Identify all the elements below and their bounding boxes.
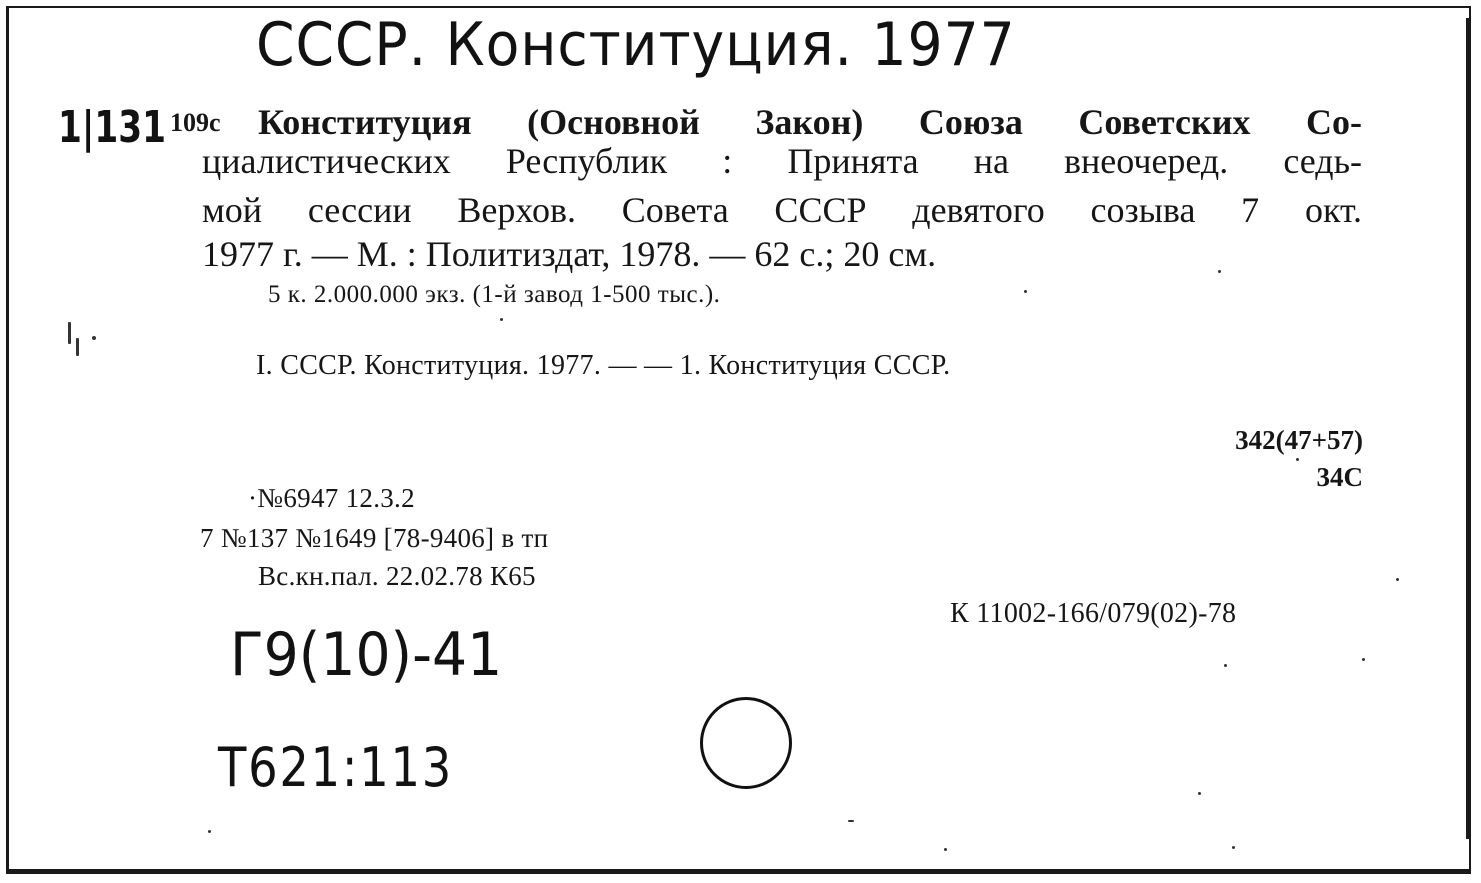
- scan-speck: [500, 318, 503, 321]
- udc-code: 342(47+57): [1235, 425, 1363, 455]
- card-edge: [1466, 18, 1469, 839]
- scan-speck: [92, 336, 96, 340]
- scan-speck: [1224, 664, 1227, 667]
- shelf-prefix: 109с: [170, 108, 221, 137]
- scan-speck: [208, 830, 211, 833]
- scan-speck: [944, 848, 947, 851]
- scan-speck: [1232, 846, 1235, 849]
- scan-speck: [1198, 792, 1201, 795]
- scan-speck: [1218, 270, 1221, 273]
- stamp-circle: [700, 697, 792, 789]
- description-line-1: Конституция (Основной Закон) Союза Советских Со-: [258, 102, 1362, 142]
- handwritten-heading: СССР. Конституция. 1977: [256, 10, 1016, 80]
- handwritten-code-1: Г9(10)-41: [230, 620, 503, 690]
- scan-speck: [76, 338, 79, 356]
- description-line-3: мой сессии Верхов. Совета СССР девятого созыва 7 окт.: [202, 190, 1362, 230]
- technical-line-2: 7 №137 №1649 [78-9406] в тп: [200, 523, 549, 553]
- handwritten-code-2: Т621:113: [218, 736, 454, 799]
- scan-speck: [1362, 658, 1365, 661]
- scan-speck: [1296, 458, 1299, 461]
- subject-tracing: I. СССР. Конституция. 1977. — — 1. Конституция СССР.: [256, 350, 951, 381]
- scan-speck: [68, 322, 71, 344]
- inventory-number: 1|131: [58, 102, 167, 153]
- description-line-4: 1977 г. — М. : Политиздат, 1978. — 62 с.; 20 см.: [202, 234, 937, 274]
- scan-speck: [1396, 578, 1399, 581]
- technical-line-1: ·№6947 12.3.2: [248, 483, 415, 513]
- publication-info: 5 к. 2.000.000 экз. (1-й завод 1-500 тыс.).: [268, 281, 721, 308]
- description-line-2: циалистических Республик : Принята на внеочеред. седь-: [202, 141, 1362, 181]
- scan-speck: [1024, 290, 1027, 293]
- scan-speck: [848, 820, 854, 822]
- publisher-code: К 11002-166/079(02)-78: [950, 598, 1237, 629]
- bbk-code: 34С: [1316, 462, 1363, 492]
- technical-line-3: Вс.кн.пал. 22.02.78 К65: [258, 561, 536, 591]
